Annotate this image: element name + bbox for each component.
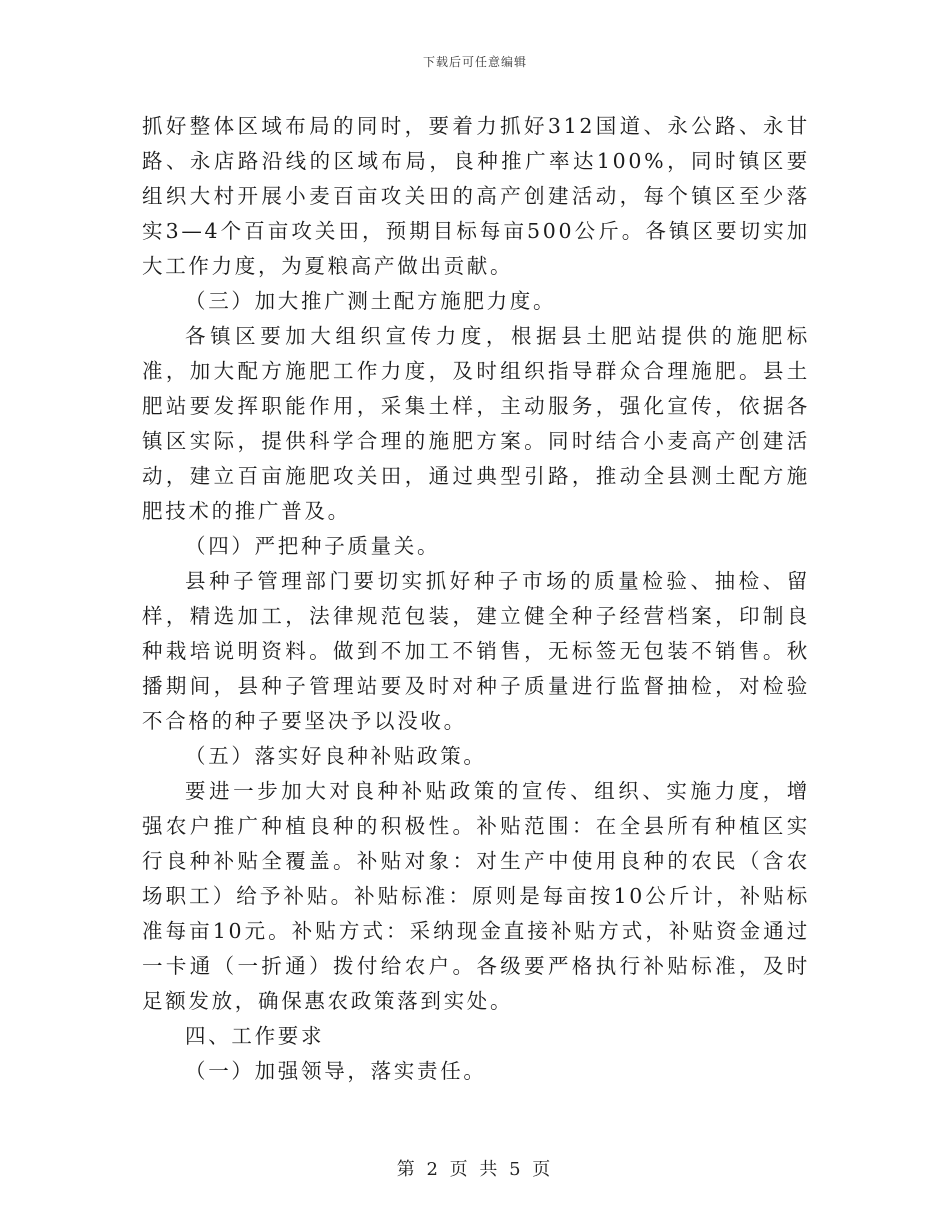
section-heading-work-requirements: 四、工作要求 <box>185 1024 325 1048</box>
section-heading-3: （三）加大推广测土配方施肥力度。 <box>185 289 557 313</box>
section-heading-4: （四）严把种子质量关。 <box>185 534 441 558</box>
section-heading-5: （五）落实好良种补贴政策。 <box>185 744 487 768</box>
section-heading-1: （一）加强领导，落实责任。 <box>185 1059 487 1083</box>
document-body <box>142 109 810 1089</box>
paragraph-seed-quality: 县种子管理部门要切实抓好种子市场的质量检验、抽检、留样，精选加工，法律规范包装，建立健全种子经营档案，印制良种栽培说明资料。做到不加工不销售，无标签无包装不销售。秋播期间，县种子管理站要及时对种子质量进行监督抽检，对检验不合格的种子要坚决予以没收。 <box>142 569 810 733</box>
paragraph-subsidy: 要进一步加大对良种补贴政策的宣传、组织、实施力度，增强农户推广种植良种的积极性。补贴范围：在全县所有种植区实行良种补贴全覆盖。补贴对象：对生产中使用良种的农民（含农场职工）给予补贴。补贴标准：原则是每亩按10公斤计，补贴标准每亩10元。补贴方式：采纳现金直接补贴方式，补贴资金通过一卡通（一折通）拨付给农户。各级要严格执行补贴标准，及时足额发放，确保惠农政策落到实处。 <box>142 779 810 1013</box>
page-header-note: 下载后可任意编辑 <box>422 55 527 69</box>
paragraph-continuation: 抓好整体区域布局的同时，要着力抓好312国道、永公路、永甘路、永店路沿线的区域布局，良种推广率达100%，同时镇区要组织大村开展小麦百亩攻关田的高产创建活动，每个镇区至少落实3—4个百亩攻关田，预期目标每亩500公斤。各镇区要切实加大工作力度，为夏粮高产做出贡献。 <box>142 114 810 278</box>
paragraph-fertilizer: 各镇区要加大组织宣传力度，根据县土肥站提供的施肥标准，加大配方施肥工作力度，及时组织指导群众合理施肥。县土肥站要发挥职能作用，采集土样，主动服务，强化宣传，依据各镇区实际，提供科学合理的施肥方案。同时结合小麦高产创建活动，建立百亩施肥攻关田，通过典型引路，推动全县测土配方施肥技术的推广普及。 <box>142 324 810 523</box>
page-number: 第 2 页 共 5 页 <box>396 1159 554 1180</box>
